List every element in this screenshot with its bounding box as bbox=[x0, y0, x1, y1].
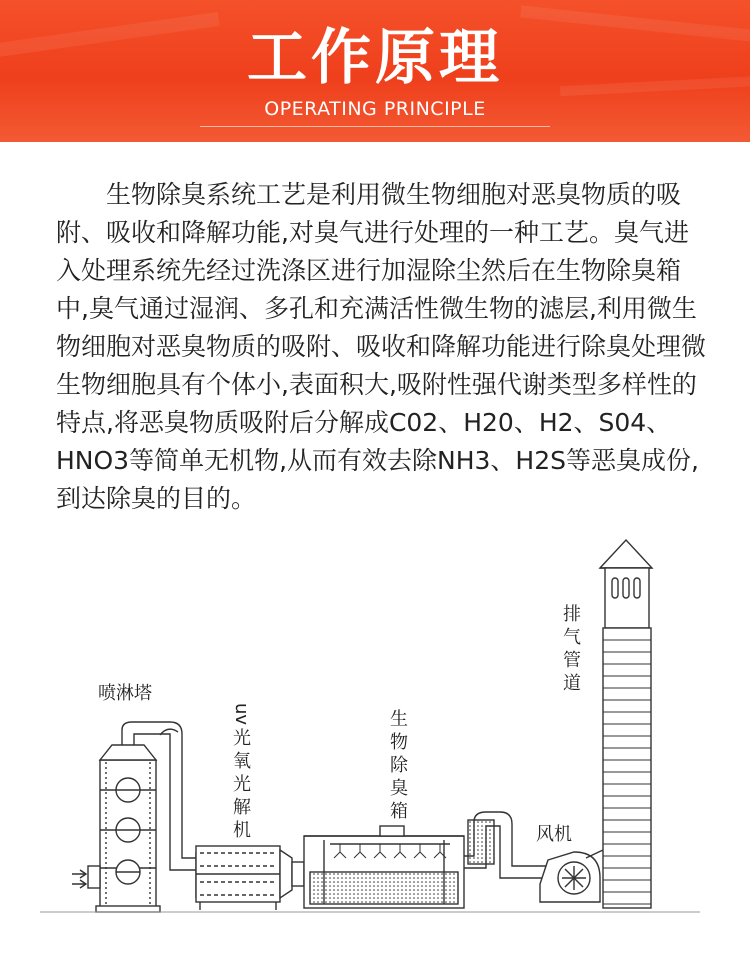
page-title: 工作原理 bbox=[247, 23, 503, 93]
uv-unit bbox=[196, 846, 304, 910]
svg-text:uv: uv bbox=[231, 702, 252, 726]
description-text: 生物除臭系统工艺是利用微生物细胞对恶臭物质的吸附、吸收和降解功能,对臭气进行处理的一种工艺。臭气进入处理系统先经过洗涤区进行加湿除尘然后在生物除臭箱中,臭气通过湿润、多孔和充满活性微生物的滤层,利用微生物细胞对恶臭物质的吸附、吸收和降解功能进行除臭处理微生物细胞具有个体小,表面积大,吸附性强代谢类型多样性的特点,将恶臭物质吸附后分解成C02、H20、H2、S04、HNO3等简单无机物,从而有效去除NH3、H2S等恶臭成份,到达除臭的目的。 bbox=[56, 180, 707, 513]
page-subtitle: OPERATING PRINCIPLE bbox=[264, 98, 486, 120]
svg-text:生: 生 bbox=[390, 709, 408, 730]
process-diagram bbox=[0, 530, 750, 960]
svg-text:光: 光 bbox=[233, 728, 251, 749]
svg-text:管: 管 bbox=[563, 650, 581, 671]
svg-text:道: 道 bbox=[563, 673, 581, 694]
svg-text:机: 机 bbox=[233, 820, 251, 841]
label-exhaust bbox=[563, 604, 581, 694]
label-uv-unit bbox=[231, 703, 252, 841]
svg-text:解: 解 bbox=[233, 797, 251, 818]
svg-text:臭: 臭 bbox=[390, 778, 408, 799]
svg-text:除: 除 bbox=[390, 755, 408, 776]
title-divider bbox=[200, 126, 550, 127]
svg-text:箱: 箱 bbox=[390, 801, 408, 822]
fan-unit bbox=[540, 850, 603, 902]
svg-text:气: 气 bbox=[563, 627, 581, 648]
label-bio-box bbox=[390, 709, 409, 822]
description-block bbox=[56, 176, 706, 518]
svg-text:排: 排 bbox=[563, 604, 581, 625]
spray-tower bbox=[72, 722, 182, 912]
svg-text:物: 物 bbox=[390, 732, 408, 753]
header-banner bbox=[0, 0, 750, 142]
svg-text:光: 光 bbox=[233, 774, 251, 795]
bio-box bbox=[304, 826, 464, 908]
label-spray-tower: 喷淋塔 bbox=[98, 683, 152, 704]
svg-text:氧: 氧 bbox=[233, 751, 251, 772]
exhaust-stack bbox=[600, 540, 652, 908]
label-fan: 风机 bbox=[536, 824, 572, 845]
